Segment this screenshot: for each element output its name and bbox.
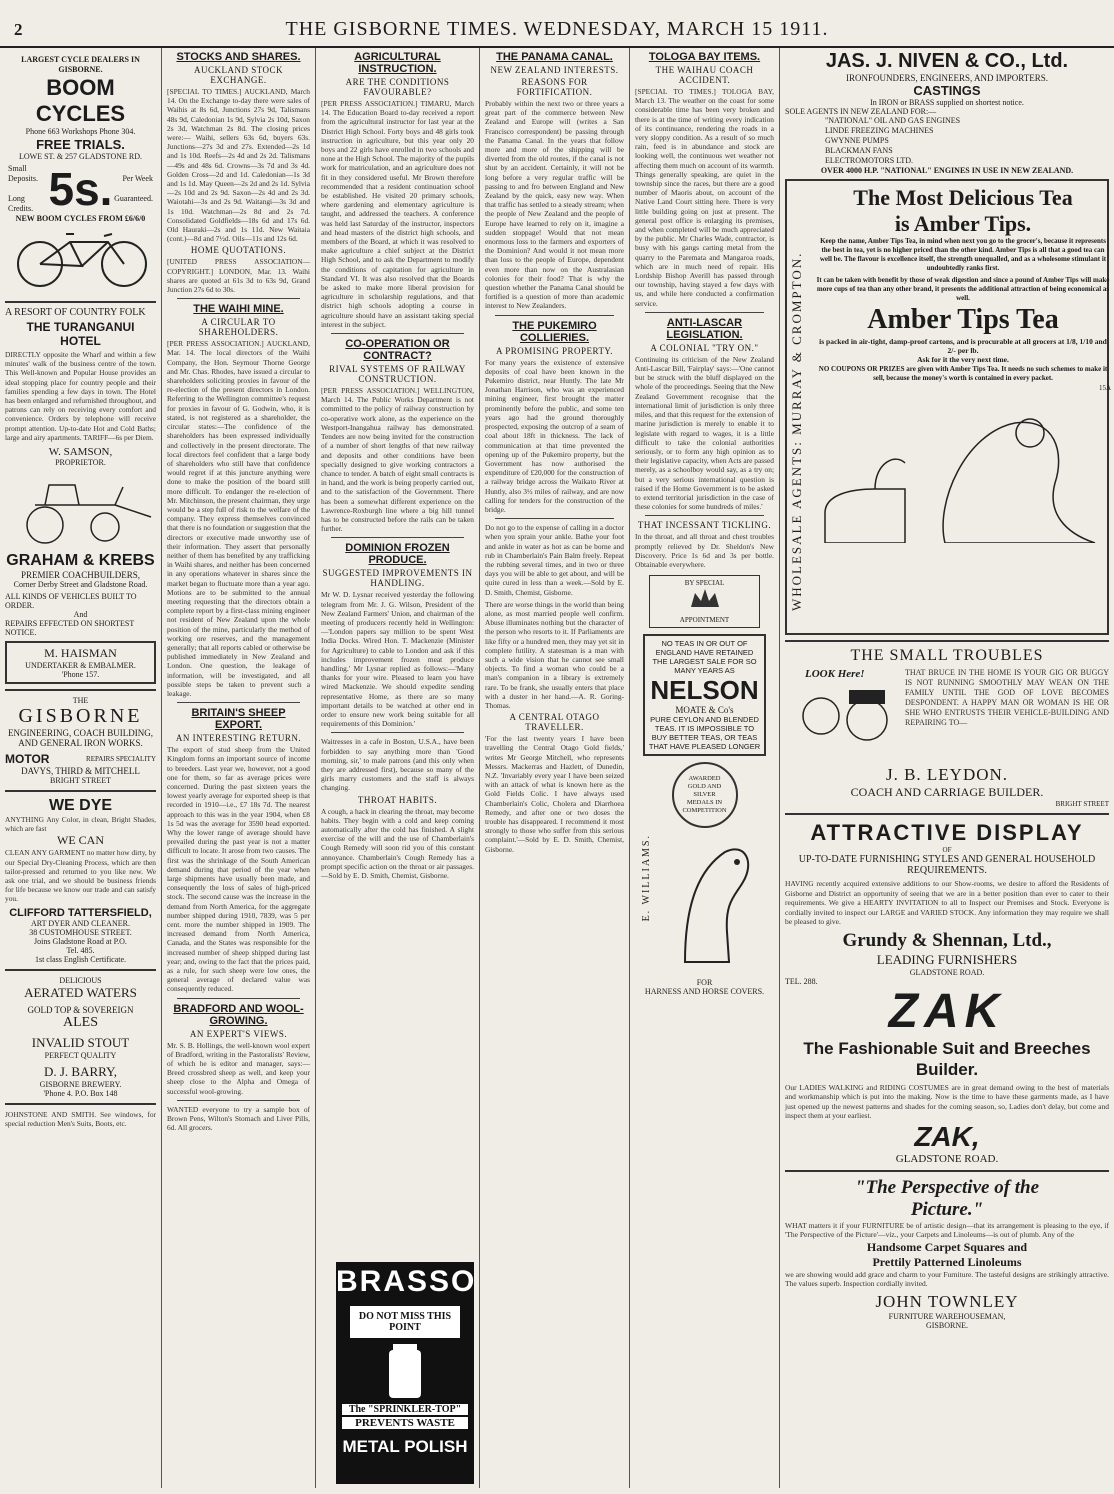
brasso-sprinkler: The "SPRINKLER-TOP" [342, 1404, 468, 1415]
appointment-line2: APPOINTMENT [679, 616, 730, 625]
sheep-export-heading: BRITAIN'S SHEEP EXPORT. [191, 707, 286, 732]
sayings-text: There are worse things in the world than being alone, as most married people well confirm. Abuse illuminates nothing but the character of the person who resorts to it. If Parliaments are like fifty or a hundred men, they may yet sit in complete futility. A statesman is a man with such a wide vision that he cannot see small objects. To find a woman who could be a man's companion in a library is extremely rare. To be frank, she usually enters that place with a duster in her hand.—A. R. Goring-Thomas. [485, 599, 624, 710]
johnstone-smith-notice: JOHNSTONE AND SMITH. See windows, for special reduction Men's Suits, Boots, etc. [5, 1109, 156, 1128]
tea-body: Keep the name, Amber Tips Tea, in mind when next you go to the grocer's, because it represents the best in tea, yet is no higher priced than the other kind. Amber Tips is all that a good tea can well be. The flavour is excellence itself, the strength unequalled, and as a wholesome stimulant it undoubtedly ranks first. [819, 237, 1107, 272]
sheep-export-text: The export of stud sheep from the United Kingdom forms an important source of income to breeders. Last year we, however, not a good one for them, so far as average prices were concerned. During the past sixteen years the lowest yearly average for exported sheep is that recorded in 1910—i.e., £7 18s 7d. The nearest approach to this was in the year 1904, when £8 1s 5d was the average for 3590 head exported. Why the lower range of average should have prevailed during the past year is not a matter difficult to locate. It arose from two causes. The first was the shrinkage of the South American demand during that period of the year when large shipments have usually been made, and consequently the loss of sales of high-priced stock. The second cause was the increase in the demand from North America, for the aggregate number shipped during 1910, 7839, was 5 per cent. more the number shipped in 1909. The increased demand from North America, Canada, and the States was responsible for the increased number of sheep shipped during last year; and, owing to the fact that the prices paid, as a rule, for such sheep were low ones, the general average of declared value was consequently reduced. [167, 745, 310, 994]
we-can-title: WE CAN [57, 833, 104, 848]
throat-habits-text: A cough, a hack in clearing the throat, may become habits. They begin with a cold and keep coming automatically after the cold has finished. A slight exercise of the will and the use of Chamberlain's Cough Remedy will soon rid you of this constant annoyance. Chamberlain's Cough Remedy has a prompt specific action on the throat or air passages.—Sold by E. D. Smith, Chemist, Gisborne. [321, 806, 474, 881]
column-panama [480, 48, 630, 1488]
waihi-circular-text: [PER PRESS ASSOCIATION.] AUCKLAND, Mar. 14. The local directors of the Waihi Company, the Hon. Seymour Thorne George and Mr. Chas. Rhodes, have issued a circular to shareholders soliciting proxies in favour of the re-election of the present directors in London. Referring to the Wellington committee's request for proxies in favour of G. Godwin, who, it is stated, is not registered as a shareholder, the circular states:—The confidence of the shareholders has been expressed individually and collectively in the present directorate. The local directors feel confident that a large body of shareholders who still have that confidence would regret if at this juncture anything were done to make the position of the board still more difficult. To endanger the re-election of Mr. Mitchinson, the present chairman, they urge would be a step full of risk to the welfare of the company. They express themselves convinced that there is no foundation or suggestion that the directors or executive made unworthy use of their information. They assert that personally neither of them has benefited by any trafficking in Waihi shares, and neither has been concerned in any operations whatever in shares since the market began to fluctuate more than a year ago. Motions are to be submitted to the annual meeting requesting that the directors obtain a complete report by a first-class mining engineer not resident of New Zealand upon the whole position of the mine, particularly the method of working ore reserves, and the management generally; that all reports cabled or otherwise be published immediately in New Zealand and London. One question, the leakage of information, will be investigated, and all possible steps be taken to prevent such a leakage. [167, 339, 310, 698]
nelson-top-text: NO TEAS IN OR OUT OF ENGLAND HAVE RETAINED THE LARGEST SALE FOR SO MANY YEARS AS [652, 639, 757, 676]
tea-packed: is packed in air-tight, damp-proof cartons, and is procurable at all grocers at 1/8, 1/10 and 2/- per lb. [819, 337, 1107, 355]
column-tologa [630, 48, 780, 1488]
nelson-tea-ad [643, 634, 766, 756]
small-troubles-heading: THE SMALL TROUBLES [850, 647, 1044, 664]
invalid-stout: INVALID STOUT [31, 1034, 130, 1050]
leydon-sub: COACH AND CARRIAGE BUILDER. [850, 785, 1044, 799]
tattersfield-sub: ART DYER AND CLEANER. [31, 918, 130, 928]
hotel-proprietor: PROPRIETOR. [55, 458, 106, 468]
masthead [0, 0, 1114, 48]
furnishing-line: UP-TO-DATE FURNISHING STYLES AND GENERAL HOUSEHOLD REQUIREMENTS. [798, 854, 1096, 876]
leydon-name: J. B. LEYDON. [885, 765, 1009, 784]
carriage-illustration [5, 467, 155, 547]
tea-brand: Amber Tips Tea [867, 304, 1059, 335]
boom-small-deposits: Small Deposits. [8, 164, 38, 183]
brasso-name: BRASSO [336, 1265, 477, 1298]
column-advertisements-left [0, 48, 162, 1488]
award-medal: AWARDED GOLD AND SILVER MEDALS IN COMPETITION [672, 762, 738, 828]
tologa-heading: TOLOGA BAY ITEMS. [648, 51, 761, 63]
frozen-produce-heading: DOMINION FROZEN PRODUCE. [345, 542, 450, 567]
graham-krebs-repairs: REPAIRS EFFECTED ON SHORTEST NOTICE. [5, 619, 135, 638]
column-advertisements-right [780, 48, 1114, 1488]
tologa-text: [SPECIAL TO TIMES.] TOLOGA BAY, March 13. The weather on the coast for some considerable time has been very broken and there is at the time of writing every indication of its continuance, rendering the roads in a very sloppy condition. As a result of so much rain, feed is in abundance and stock are looking well, the continuous wet weather not affecting them much on account of its warmth. Things generally speaking, are quiet in the township since the races, but there are a good number of Maoris about, on account of the Native Land Court sitting here. There is very little building going on just at present. The general post office is enlarging its premises, and when completed will be much appreciated by the public. Mr Charles Wade, contractor, is busy with his gangs carting metal from the quarry to the Paremata and Mangaroa roads, which are in much need of repair. His Lordship Bishop Averill has passed through our township, having stayed a few days with us, and while here conducted a confirmation service. [635, 87, 774, 308]
grundy-sub: LEADING FURNISHERS [876, 951, 1018, 967]
gold-top-label: GOLD TOP & SOVEREIGN [27, 1004, 134, 1015]
boom-free-trials: FREE TRIALS. [36, 137, 125, 152]
niven-name: JAS. J. NIVEN & CO., Ltd. [825, 50, 1069, 72]
boom-price: 5s. [48, 163, 113, 215]
panama-sub: NEW ZEALAND INTERESTS. [490, 65, 619, 75]
niven-list-item: BLACKMAN FANS [825, 146, 893, 155]
otago-traveller-text: 'For the last twenty years I have been travelling the Central Otago Gold fields,' writes Mr George Mitchell, who represents Messrs. Mackerras and Hazlett, of Dunedin, N.Z. 'Invariably every year I have been seized with an attack of what is known here as the Gold Fields Colic. I have always used Chamberlain's Colic, Cholera and Diarrhoea Remedy, and after one or two doses the trouble has disappeared. I recommend it most strongly to those who suffer from this serious complaint.'—Sold by E. D. Smith, Chemist, Gisborne. [485, 734, 624, 854]
brasso-tin-icon [375, 1342, 435, 1402]
turanganui-hotel-ad [5, 308, 156, 467]
hotel-name: THE TURANGANUI HOTEL [26, 320, 135, 348]
aerated-waters: AERATED WATERS [24, 984, 137, 1000]
nelson-name: NELSON [650, 675, 759, 706]
haisman-phone: 'Phone 157. [61, 670, 100, 680]
tea-weak-digestion: It can be taken with benefit by those of weak digestion and since a pound of Amber Tips will make more cups of tea than any other brand, it presents the additional attraction of being economical as well. [816, 276, 1110, 302]
anti-lascar-heading: ANTI-LASCAR LEGISLATION. [666, 316, 743, 341]
boom-cycles-ad [5, 52, 156, 296]
tickling-text: In the throat, and all throat and chest troubles promptly relieved by Dr. Sheldon's New Discovery. Price 1s 6d and 3s per bottle. Obtainable everywhere. [635, 532, 774, 569]
two-men-illustration [785, 680, 903, 760]
wanted-notice: WANTED everyone to try a sample box of Brown Pens, Wilton's Stomach and Liver Pills, 6d. All grocers. [167, 1104, 310, 1133]
niven-list-item: LINDE FREEZING MACHINES [825, 126, 934, 135]
ales-label: ALES [63, 1014, 98, 1030]
williams-harness: HARNESS AND HORSE COVERS. [644, 987, 765, 997]
bradford-text: Mr. S. B. Hollings, the well-known wool expert of Bradford, writing in the Pastoralists' Review, of which he is editor and manager, says:—Breed crossbred sheep as well, and keep your sheep close to the Alpha and Omega of successful wool-growing. [167, 1040, 310, 1096]
zak-text: Our LADIES WALKING and RIDING COSTUMES are in great demand owing to the best of materials and workmanship which is put into the making. Now is the time to have these garments made, as I have just opened up the newest patterns and shades for the coming season, so, Ladies don't delay, but come and inspect them at your earliest. [785, 1082, 1109, 1120]
tattersfield-tel: Tel. 485. [66, 945, 95, 955]
tea-title-line1: The Most Delicious Tea [853, 185, 1073, 210]
anti-lascar-sub: A COLONIAL "TRY ON." [650, 342, 759, 353]
agriculture-sub: ARE THE CONDITIONS FAVOURABLE? [345, 77, 450, 97]
townley-name: JOHN TOWNLEY [875, 1291, 1019, 1311]
gisborne-works-name: GISBORNE [18, 705, 143, 728]
frozen-produce-text: Mr W. D. Lysnar received yesterday the following telegram from Mr. J. G. Wilson, President of the New Zealand Farmers' Union, and chairman of the meeting of producers recently held in Wellington:—'London papers say million to be spent West India Docks. Wired Hon. T. Mackenzie (Minister for Agriculture) to cable to London and ask if this includes improvement frozen meat produce handling.' Mr Lysnar replied as follows:—'Many thanks for your wire. Pleased to learn you have wired Mackenzie. We should expedite sending representative Home, as there are so many important details to be watched at other end in order to ensure new work being suitable for all requirements of this Dominion.' [321, 590, 474, 729]
boom-guaranteed: Guaranteed. [114, 194, 153, 203]
haisman-ad [5, 641, 156, 684]
anti-lascar-text: Continuing its criticism of the New Zealand Anti-Lascar Bill, 'Fairplay' says:—'One cannot but be struck with the bluff displayed on the whole of the proceedings. Seeing that the New Zealand Government recognise that the international limit of jurisdiction is only three miles, and that this request for the extension of marine jurisdiction is merely to enable it to legislate with regard to wages, it is a little difficult to take the colonial authorities seriously, or to form any high opinion as to their legislative capacity, when Acts are passed merely, as a schoolboy would say, as a try on; but a very serious international question is raised if the Home Government is to be asked to extend territorial jurisdiction in the case of these colonies for some hundreds of miles.' [635, 354, 774, 512]
attractive-of: OF [942, 846, 952, 854]
pain-balm-text: Do not go to the expense of calling in a doctor when you sprain your ankle. Bathe your foot and ankle in water as hot as can be borne and rub in Chamberlain's Pain Balm freely. Repeat the rubbing several times, and in two or three days you will be able to get about, and will be quite cured in less than a week.—Sold by E. D. Smith, Chemist, Gisborne. [485, 523, 624, 597]
bicycle-illustration [8, 224, 158, 288]
motor-label: MOTOR [5, 752, 50, 767]
home-quotations-sub: HOME QUOTATIONS. [190, 245, 287, 256]
stock-exchange-sub: AUCKLAND STOCK EXCHANGE. [193, 65, 284, 85]
graham-krebs-name: GRAHAM & KREBS [6, 552, 155, 570]
motor-repairs: REPAIRS SPECIALITY [86, 755, 156, 764]
bradford-sub: AN EXPERT'S VIEWS. [189, 1028, 288, 1039]
grundy-name: Grundy & Shennan, Ltd., [842, 929, 1052, 951]
motor-street: BRIGHT STREET [50, 776, 111, 786]
brasso-ad [336, 1262, 477, 1484]
niven-agents: SOLE AGENTS IN NEW ZEALAND FOR:— [785, 107, 937, 116]
stock-exchange-text: [SPECIAL TO TIMES.] AUCKLAND, March 14. On the Exchange to-day there were sales of Waihis at 8s 6d, Junctions 27s 9d, Talismans 48s 9d, Caledonian 1s 9d, Sylvia 2s 10d, Saxon 2s 3d, Watchman 2s 8d. The closing prices were:— Waihi, sellers 63s 6d, buyers 63s. Junctions—27s 3d and 27s. Extended—2s 1d and 1s 10d. Reefs—2s 4d and 2s 2d. Talismans—49s and 48s 6d. Crowns—3s 7d and 3s 4d. Golden Cross—2d and 1d. Caledonian—1s 3d and 1s 1d. May Queen—2s 2d and 2s 1d. Sylvia—2s 10d and 2s 9d. Saxon—2s 4d and 2s 3d. Waiotahi—3s and 2s 9d. Waitangi—3s 3d and 1s 10d. Watchman—2s 8d and 2s 7d. Consolidated Goldfields—18s 6d and 17s 6d. Old Hauraki—2s and 1s 11d. New Waitaia (cont.)—8d and 7½d. Oils—11s and 12s 6d. [167, 87, 310, 244]
townley-town: GISBORNE. [925, 1320, 968, 1330]
fortification-sub: REASONS FOR FORTIFICATION. [516, 77, 593, 97]
cooperation-heading: CO-OPERATION OR CONTRACT? [345, 338, 450, 363]
hotel-owner: W. SAMSON, [48, 446, 113, 459]
attractive-display-heading: ATTRACTIVE DISPLAY [810, 820, 1084, 845]
otago-traveller-sub: A CENTRAL OTAGO TRAVELLER. [509, 712, 600, 733]
coach-accident-sub: THE WAIHAU COACH ACCIDENT. [655, 65, 754, 85]
waitresses-text: Waitresses in a cafe in Boston, U.S.A., have been forbidden to say anything more than 'Good morning, sir,' to male patrons (and this only when they are addressed first), because so many of the girls marry customers and the staff is always changing. [321, 737, 474, 793]
zak-signature: ZAK, [914, 1120, 980, 1152]
niven-castings: CASTINGS [913, 83, 981, 98]
brasso-metal-polish: METAL POLISH [342, 1437, 468, 1456]
we-dye-title: WE DYE [48, 797, 113, 815]
grundy-road: GLADSTONE ROAD. [909, 967, 985, 977]
horse-harness-illustration [665, 832, 765, 972]
brewery-phone: 'Phone 4. P.O. Box 148 [43, 1088, 118, 1098]
hotel-tagline: A RESORT OF COUNTRY FOLK [5, 307, 146, 318]
williams-harness-ad [635, 828, 774, 978]
brasso-prevents: PREVENTS WASTE [342, 1417, 468, 1429]
zak-logo: ZAK [888, 984, 1006, 1038]
sheep-export-sub: AN INTERESTING RETURN. [175, 733, 302, 744]
tickling-sub: THAT INCESSANT TICKLING. [637, 520, 772, 531]
haisman-sub: UNDERTAKER & EMBALMER. [25, 661, 136, 671]
page-number: 2 [14, 20, 23, 39]
grundy-tel: TEL. 288. [785, 976, 818, 986]
graham-krebs-sub: PREMIER COACHBUILDERS, [20, 570, 140, 581]
graham-krebs-address: Corner Derby Street and Gladstone Road. [13, 580, 148, 590]
nelson-bottom-text: PURE CEYLON AND BLENDED TEAS. IT IS IMPOSSIBLE TO BUY BETTER TEAS, OR TEAS THAT HAVE PLEASED LONGER [648, 715, 761, 752]
nelson-sub: MOATE & Co's [675, 705, 734, 716]
niven-iron: In IRON or BRASS supplied on shortest notice. [870, 98, 1024, 107]
zak-road: GLADSTONE ROAD. [895, 1152, 999, 1165]
royal-crest-icon [687, 587, 723, 611]
niven-list-item: GWYNNE PUMPS [825, 136, 889, 145]
handsome-line1: Handsome Carpet Squares and [866, 1239, 1028, 1254]
tea-woman-illustration [815, 393, 1111, 543]
gisborne-the: THE [72, 696, 89, 706]
perfect-quality: PERFECT QUALITY [44, 1050, 117, 1060]
boom-new-cycles: NEW BOOM CYCLES FROM £6/6/0 [15, 214, 146, 223]
handsome-line2: Prettily Patterned Linoleums [872, 1254, 1022, 1269]
delicious-label: DELICIOUS [59, 975, 102, 985]
perspective-text2: we are showing would add grace and charm to your Furniture. The tasteful designs are strikingly attractive. The values superb. Inspection cordially invited. [785, 1269, 1109, 1288]
boom-per-week: Per Week [122, 174, 153, 183]
frozen-produce-sub: SUGGESTED IMPROVEMENTS IN HANDLING. [322, 568, 473, 589]
perspective-title1: "The Perspective of the [854, 1176, 1040, 1198]
townley-sub: FURNITURE WAREHOUSEMAN, [888, 1311, 1006, 1321]
tea-code: 15A [1098, 384, 1111, 392]
pukemiro-sub: A PROMISING PROPERTY. [495, 345, 614, 356]
column-stocks [162, 48, 316, 1488]
waihi-mine-heading: THE WAIHI MINE. [193, 303, 284, 316]
niven-list-item: ELECTROMOTORS LTD. [825, 156, 914, 165]
newspaper-title: THE GISBORNE TIMES. WEDNESDAY, MARCH 15 1911. [285, 18, 829, 40]
graham-krebs-and: And [73, 610, 88, 620]
niven-sub: IRONFOUNDERS, ENGINEERS, AND IMPORTERS. [846, 73, 1048, 83]
gisborne-works-sub: ENGINEERING, COACH BUILDING, AND GENERAL IRON WORKS. [8, 728, 153, 749]
appointment-line1: BY SPECIAL [684, 579, 725, 588]
waihi-circular-sub: A CIRCULAR TO SHAREHOLDERS. [198, 317, 279, 338]
look-here-label: LOOK Here! [805, 668, 865, 680]
tattersfield-join: Joins Gladstone Road at P.O. [34, 936, 127, 946]
amber-tips-ad [785, 179, 1109, 635]
pukemiro-heading: THE PUKEMIRO COLLIERIES. [512, 319, 597, 344]
boom-name: BOOM CYCLES [35, 75, 126, 126]
we-dye-text: ANYTHING Any Color, in clean, Bright Shades, which are fast [5, 815, 156, 834]
niven-list-item: "NATIONAL" OIL AND GAS ENGINES [825, 116, 961, 125]
agriculture-heading: AGRICULTURAL INSTRUCTION. [354, 51, 441, 75]
boom-address: LOWE ST. & 257 GLADSTONE RD. [18, 152, 143, 161]
tea-coupons: NO COUPONS OR PRIZES are given with Amber Tips Tea. It needs no such schemes to make it sell, because the money's worth is contained in every packet. [818, 365, 1108, 382]
tattersfield-name: CLIFFORD TATTERSFIELD, [9, 906, 152, 919]
williams-for: FOR [696, 978, 713, 988]
special-appointment-ad [649, 575, 760, 628]
tattersfield-cert: 1st class English Certificate. [34, 954, 127, 964]
tattersfield-address: 38 CUSTOMHOUSE STREET. [29, 927, 132, 937]
tea-ask: Ask for it the very next time. [917, 355, 1009, 364]
cooperation-sub: RIVAL SYSTEMS OF RAILWAY CONSTRUCTION. [329, 364, 466, 385]
brasso-dont-miss: DO NOT MISS THIS POINT [350, 1306, 460, 1338]
wholesale-agents: WHOLESALE AGENTS: MURRAY & CROMPTON. [789, 251, 804, 611]
bradford-heading: BRADFORD AND WOOL-GROWING. [173, 1002, 304, 1027]
tea-title-line2: is Amber Tips. [894, 211, 1032, 236]
boom-long-credits: Long Credits. [8, 194, 34, 213]
niven-over: OVER 4000 H.P. "NATIONAL" ENGINES IN USE IN NEW ZEALAND. [820, 166, 1074, 175]
leydon-text: THAT BRUCE IN THE HOME IS YOUR GIG OR BUGGY IS NOT RUNNING SMOOTHLY MAY WEAN ON THE FAMILY UNTIL THE GOD OF LOVE BECOMES DESPONDENT. A HAPPY MAN OR WOMAN IS HE OR SHE WHO ENTRUSTS THEIR VEHICLE-BUILDING AND REPAIRING TO— [905, 668, 1109, 727]
stocks-heading: STOCKS AND SHARES. [176, 51, 301, 63]
haisman-name: M. HAISMAN [44, 646, 117, 661]
williams-name: E. WILLIAMS. [641, 834, 652, 922]
perspective-title2: Picture." [910, 1198, 984, 1220]
niven-list [785, 116, 1109, 166]
perspective-text: WHAT matters it if your FURNITURE be of artistic design—that its arrangement is pleasing to the eye, if 'The Perspective of the Picture'—viz., your Carpets and Linoleums—is out of plumb. Any of the [785, 1220, 1109, 1239]
agriculture-text: [PER PRESS ASSOCIATION.] TIMARU, March 14. The Education Board to-day received a report from the agricultural instructor for last year at the District High School. Forty boys and 48 girls took instruction in agriculture, but this year only 20 boys and 22 girls have enrolled in two schools and none at the High School. The majority of the pupils work for matriculation, and an agriculture does not fit in they considered useful. Mr Brown therefore recommended that a resident continuation school be established. He visited 20 primary schools, where gardening and elementary agriculture is taught, and addressed the teachers. A conference was held last Saturday of the instructor, inspectors and head masters of the district high schools, and members of the Board, at which it was resolved to make agriculture a chief subject at the District High School, and to ask the Department to modify the conditions of capitation for agriculture in Standard VI. It was also resolved that the Boards be asked to make more liberal provision for agriculture in scholarship regulations, and that district high schools adopting a course in agriculture should have an assistant taking special interest in the subject. [321, 99, 474, 329]
pukemiro-text: For many years the existence of extensive deposits of coal have been known in the Pukemiro district, near Huntly. The late Mr Jonathan Harrison, who was an experienced mining engineer, first brought the matter prominently before the public, and some ten years ago had the ground thoroughly prospected, exposing the outcrop of a seam of coal about 18ft in thickness. The lack of communication at that time prevented the opening up of the Pukemiro property, but the Government has now authorised the expenditure of £20,000 for the construction of a railway bridge across the Waikato River at Huntly, also 3½ miles of railway, and are now calling for tenders for the construction of the bridge. [485, 357, 624, 514]
cooperation-text: [PER PRESS ASSOCIATION.] WELLINGTON, March 14. The Public Works Department is not committed to the policy of railway construction by co-operative work alone, as the experience on the Westport-Inangahua railway has demonstrated. Tenders are now being invited for the construction of a number of short lengths of that new railway and deposits and other conditions have been specially designed to give working contractors a chance to tender. A batch of eight small contracts is in hand, and the work is being properly carried out, and to the satisfaction of the Government. There has been a somewhat different experience on the Lawrence-Roxburgh line where a big hill tunnel has to be constructed before the rails can be taken further. [321, 386, 474, 534]
zak-fashion: The Fashionable Suit and Breeches Builder. [803, 1038, 1091, 1079]
brewery-name: GISBORNE BREWERY. [39, 1079, 122, 1089]
motor-names: DAVYS, THIRD & MITCHELL [21, 766, 140, 777]
throat-habits-sub: THROAT HABITS. [357, 794, 438, 805]
boom-top-line: LARGEST CYCLE DEALERS IN GISBORNE. [21, 55, 140, 74]
hotel-text: DIRECTLY opposite the Wharf and within a few minutes' walk of the business centre of the town. This Well-known and Popular House provides an ideal stopping place for country people and their families spending a few days in town. The Hotel has been enlarged and refurnished throughout, and patrons can rely on receiving every comfort and convenience. Orders by telephone will receive prompt attention. Up-to-date Hot and Cold Baths; large and airy apartments. TARIFF—6s per Diem. [5, 350, 156, 442]
home-quotations-text: [UNITED PRESS ASSOCIATION—COPYRIGHT.] LONDON, Mar. 13. Waihi shares are quoted at 61s 3d to 63s 9d, Grand Junction 27s 6d to 30s. [167, 257, 310, 295]
graham-krebs-vehicles: ALL KINDS OF VEHICLES BUILT TO ORDER. [5, 592, 137, 611]
panama-text: Probably within the next two or three years a great part of the commerce between New Zealand and Europe will (writes a San Francisco correspondent) be passing through the Panama Canal. In the years that follow more and more of the shipping will be diverted from the old routes, if the canal is not shut by an accident. Certainly, it will not be long before a very regular traffic will be passing to and fro between England and New Zealand by the quick, easy new way. When that traffic has settled to a steady stream; when the people of New Zealand and the people of Europe have learned to rely on it, imagine a sudden stoppage! Would that not mean enormous loss to the farmers and exporters of the Dominion? And would it not mean more than loss to the people of Europe, dependent even more than now on the Australasian colonies for their food? That is why the question whether the Panama Canal should be fortified is a question of more than academic interest to New Zealanders. [485, 99, 624, 311]
panama-heading: THE PANAMA CANAL. [496, 51, 613, 63]
barry-name: D. J. BARRY, [43, 1063, 118, 1079]
boom-phone: Phone 663 Workshops Phone 304. [25, 127, 136, 136]
we-can-text: CLEAN ANY GARMENT no matter how dirty, by our Special Dry-Cleaning Process, which are then tailor-pressed and returned to you like new. We ask one trial, and we should be business friends for life because we know our trade and can satisfy you. [5, 848, 157, 904]
grundy-text: HAVING recently acquired extensive additions to our Show-rooms, we desire to afford the Residents of Gisborne and District an opportunity of seeing that we are in a better position than ever to cater to their requirements. We give a HEARTY INVITATION to all to Inspect our Premises and Stock. Everyone is cordially invited to inspect our LARGE and VARIED STOCK. Any information they may require we shall be pleased to give. [785, 879, 1109, 926]
leydon-street: BRIGHT STREET [1055, 800, 1109, 808]
